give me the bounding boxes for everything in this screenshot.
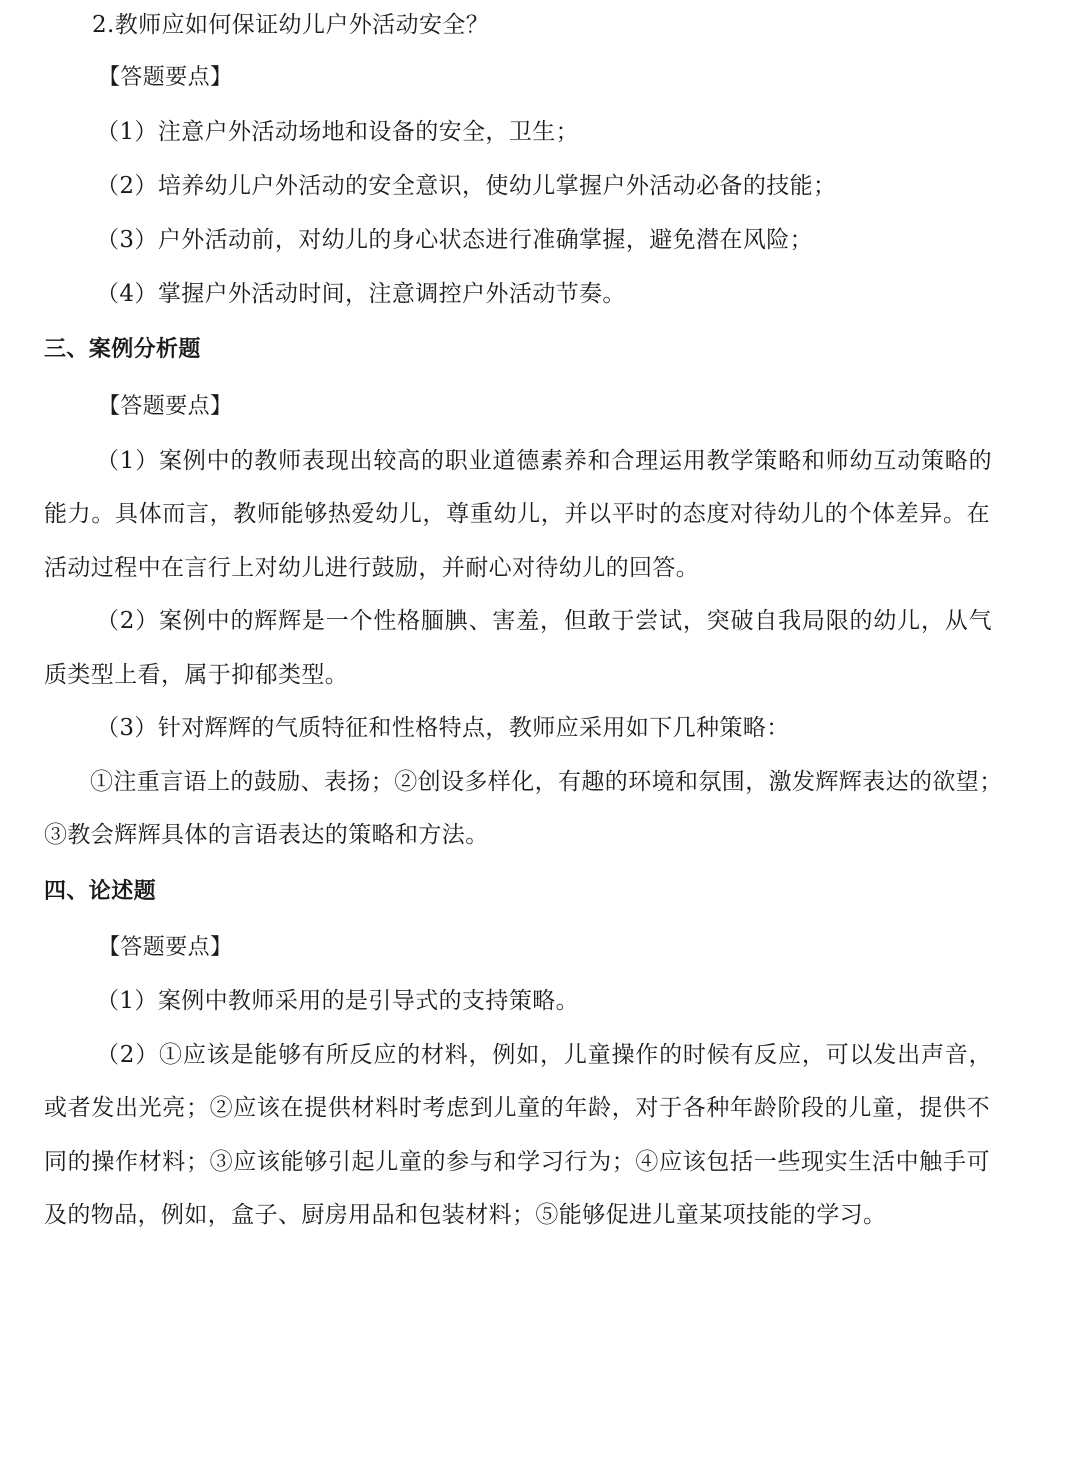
s3-line-5: 质类型上看，属于抑郁类型。: [44, 662, 349, 688]
s3-line-3: 活动过程中在言行上对幼儿进行鼓励，并耐心对待幼儿的回答。: [44, 555, 700, 581]
s3-line-4: （2）案例中的辉辉是一个性格腼腆、害羞，但敢于尝试，突破自我局限的幼儿，从气: [96, 608, 992, 634]
s4-line-2: （2）①应该是能够有所反应的材料，例如，儿童操作的时候有反应，可以发出声音，: [96, 1042, 992, 1068]
question-2-title: 2.教师应如何保证幼儿户外活动安全？: [92, 12, 490, 38]
section-4-heading: 四、论述题: [44, 879, 157, 904]
q2-point-3: （3）户外活动前，对幼儿的身心状态进行准确掌握，避免潜在风险；: [96, 227, 814, 253]
answer-key-label-q2: 【答题要点】: [98, 65, 233, 90]
section-3-heading: 三、案例分析题: [44, 337, 201, 362]
answer-key-label-s3: 【答题要点】: [98, 394, 233, 419]
s3-line-1: （1）案例中的教师表现出较高的职业道德素养和合理运用教学策略和师幼互动策略的: [96, 448, 992, 474]
q2-point-1: （1）注意户外活动场地和设备的安全，卫生；: [96, 119, 580, 145]
s4-line-5: 及的物品，例如，盒子、厨房用品和包装材料；⑤能够促进儿童某项技能的学习。: [44, 1202, 887, 1228]
q2-point-4: （4）掌握户外活动时间，注意调控户外活动节奏。: [96, 281, 626, 307]
s3-line-7: ①注重言语上的鼓励、表扬；②创设多样化，有趣的环境和氛围，激发辉辉表达的欲望；: [90, 769, 1003, 795]
s4-line-1: （1）案例中教师采用的是引导式的支持策略。: [96, 988, 580, 1014]
s3-line-8: ③教会辉辉具体的言语表达的策略和方法。: [44, 822, 489, 848]
s4-line-3: 或者发出光亮；②应该在提供材料时考虑到儿童的年龄，对于各种年龄阶段的儿童，提供不: [44, 1095, 990, 1121]
s3-line-6: （3）针对辉辉的气质特征和性格特点，教师应采用如下几种策略：: [96, 715, 790, 741]
s3-line-2: 能力。具体而言，教师能够热爱幼儿，尊重幼儿，并以平时的态度对待幼儿的个体差异。在: [44, 501, 990, 527]
s4-line-4: 同的操作材料；③应该能够引起儿童的参与和学习行为；④应该包括一些现实生活中触手可: [44, 1149, 990, 1175]
q2-point-2: （2）培养幼儿户外活动的安全意识，使幼儿掌握户外活动必备的技能；: [96, 173, 837, 199]
answer-key-label-s4: 【答题要点】: [98, 935, 233, 960]
